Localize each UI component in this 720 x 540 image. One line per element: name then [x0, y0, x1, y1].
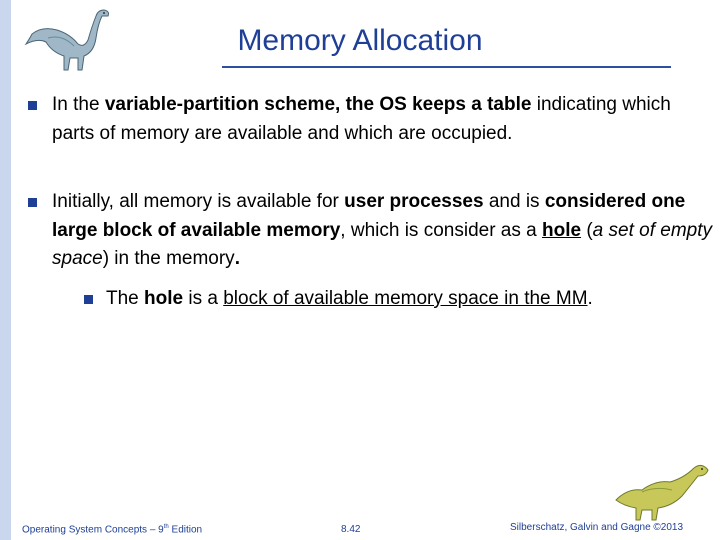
text-run: hole [542, 219, 582, 241]
text-run: indicating which parts of memory are available and which are occupied. [52, 94, 671, 144]
slide-title: Memory Allocation [237, 24, 483, 57]
bullet-text [106, 288, 593, 309]
text-run: . [234, 248, 240, 269]
text-run: ) in the memory [102, 248, 235, 269]
bullet-2 [52, 188, 712, 274]
bullet-1 [52, 91, 712, 148]
footer-page-number: 8.42 [341, 524, 361, 535]
text-run: , which is consider as a [340, 219, 542, 241]
text-run: is a [183, 288, 224, 309]
text-run: The [106, 288, 145, 309]
square-bullet-icon [28, 198, 37, 207]
bullet-text [52, 94, 671, 144]
footer-copyright: Silberschatz, Galvin and Gagne ©2013 [510, 522, 684, 533]
dinosaur-footer-icon [612, 460, 712, 522]
text-run: ( [581, 219, 593, 241]
text-run: user processes [344, 191, 484, 212]
square-bullet-icon [28, 101, 37, 110]
title-underline [222, 66, 671, 68]
text-run: In the [52, 94, 105, 115]
text-run: Initially, all memory is available for [52, 191, 345, 212]
text-run: and is [483, 191, 545, 212]
text-run: hole [144, 288, 184, 309]
slide-sidebar-band [0, 0, 11, 540]
text-run: a set of empty space [52, 219, 713, 269]
sub-bullet-1 [106, 285, 686, 314]
text-run: considered one large block of available memory [52, 191, 686, 241]
square-bullet-icon [84, 295, 93, 304]
footer-book-title: Operating System Concepts – 9th Edition [22, 524, 203, 536]
bullet-text [52, 191, 712, 269]
text-run: variable-partition scheme, the OS keeps a table [104, 94, 532, 115]
text-run: block of available memory space in the MM [223, 288, 588, 309]
text-run: . [587, 288, 593, 309]
